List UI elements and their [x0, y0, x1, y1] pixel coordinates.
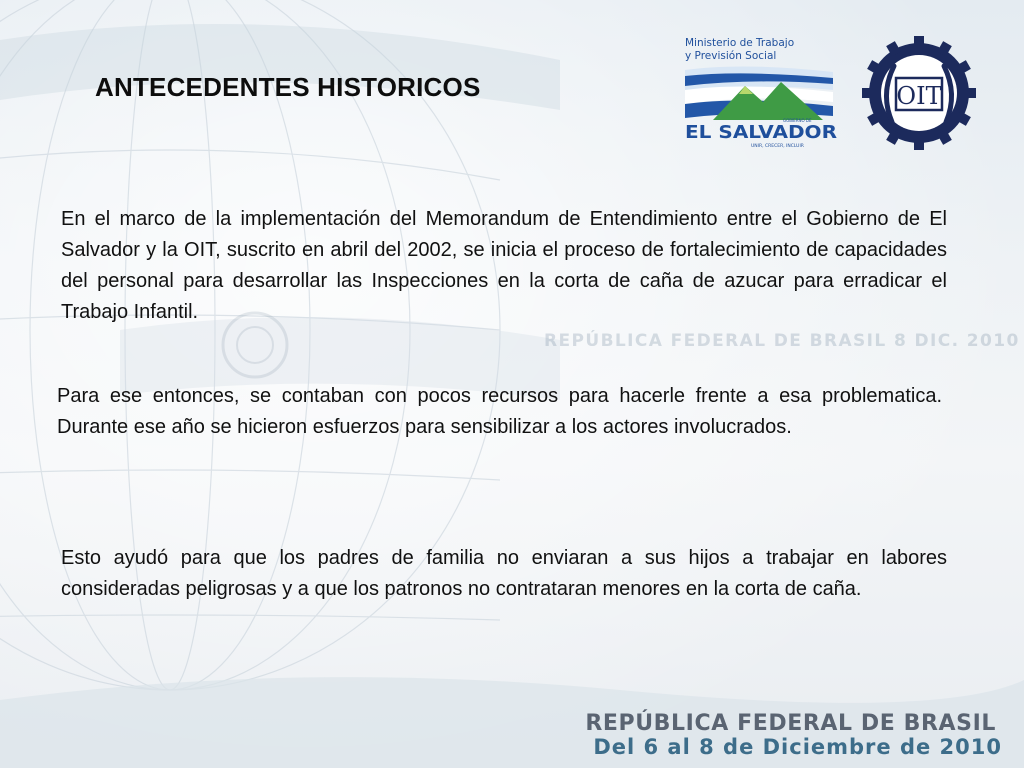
footer-dates: Del 6 al 8 de Diciembre de 2010 — [593, 735, 1002, 759]
page-title: ANTECEDENTES HISTORICOS — [95, 72, 481, 102]
ministerio-trabajo-logo — [683, 32, 839, 150]
paragraph-memorandum: En el marco de la implementación del Memorandum de Entendimiento entre el Gobierno de El Salvador y la OIT, suscrito en abril del 2002, se inicia el proceso de fortalecimiento de capacidades del personal para desarrollar las Inspecciones en la corta de caña de azucar para erradicar el Trabajo Infantil. — [61, 208, 947, 323]
oit-text: OIT — [896, 82, 942, 110]
mtps-tagline: UNIR, CRECER, INCLUIR — [751, 144, 804, 149]
mtps-country: EL SALVADOR — [685, 122, 838, 143]
paragraph-resources: Para ese entonces, se contaban con pocos recursos para hacerle frente a esa problematica. Durante ese año se hicieron esfuerzos para sensibilizar a los actores involucrados. — [57, 385, 942, 438]
mtps-line2: y Previsión Social — [685, 50, 777, 62]
oit-logo — [852, 34, 986, 152]
watermark-stamp: REPÚBLICA FEDERAL DE BRASIL 8 DIC. 2010 — [544, 331, 1020, 351]
mtps-small: GOBIERNO DE — [783, 118, 812, 123]
paragraph-results: Esto ayudó para que los padres de familia no enviaran a sus hijos a trabajar en labores consideradas peligrosas y a que los patronos no contrataran menores en la corta de caña. — [61, 547, 947, 600]
mtps-line1: Ministerio de Trabajo — [685, 37, 795, 49]
footer-country: REPÚBLICA FEDERAL DE BRASIL — [585, 711, 996, 736]
